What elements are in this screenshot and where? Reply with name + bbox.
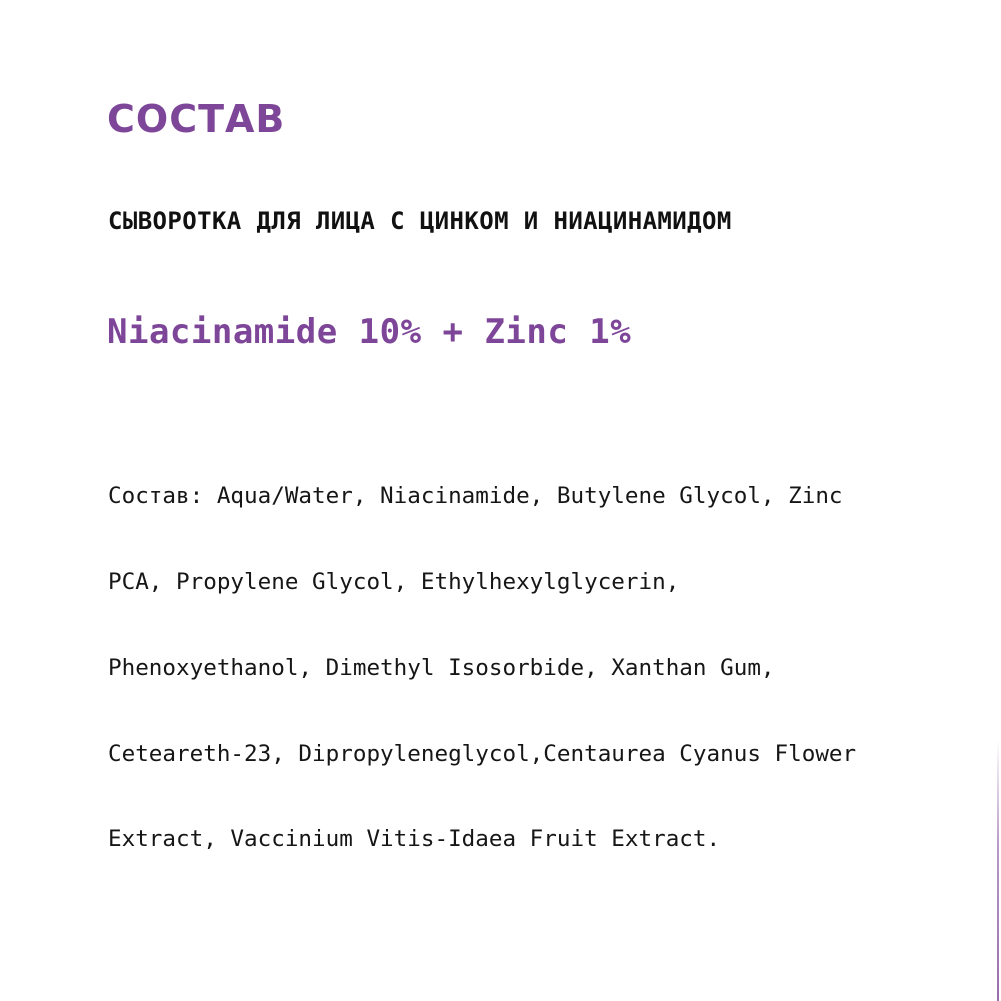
active-formula: Niacinamide 10% + Zinc 1% [107,312,632,352]
ingredients-line: Состав: Aqua/Water, Niacinamide, Butylene Glycol, Zinc [108,483,843,510]
ingredients-line: Phenoxyethanol, Dimethyl Isosorbide, Xanthan Gum, [108,654,775,681]
section-heading: СОСТАВ [107,97,286,141]
ingredients-list [108,425,908,911]
ingredients-line: Ceteareth-23, Dipropyleneglycol,Centaurea Cyanus Flower [108,740,857,767]
ingredients-line: PCA, Propylene Glycol, Ethylhexylglycerin, [108,568,680,595]
product-name: СЫВОРОТКА ДЛЯ ЛИЦА С ЦИНКОМ И НИАЦИНАМИДОМ [108,207,732,235]
ingredients-line: Extract, Vaccinium Vitis-Idaea Fruit Extract. [108,826,721,853]
right-edge-accent-line [997,740,999,1001]
